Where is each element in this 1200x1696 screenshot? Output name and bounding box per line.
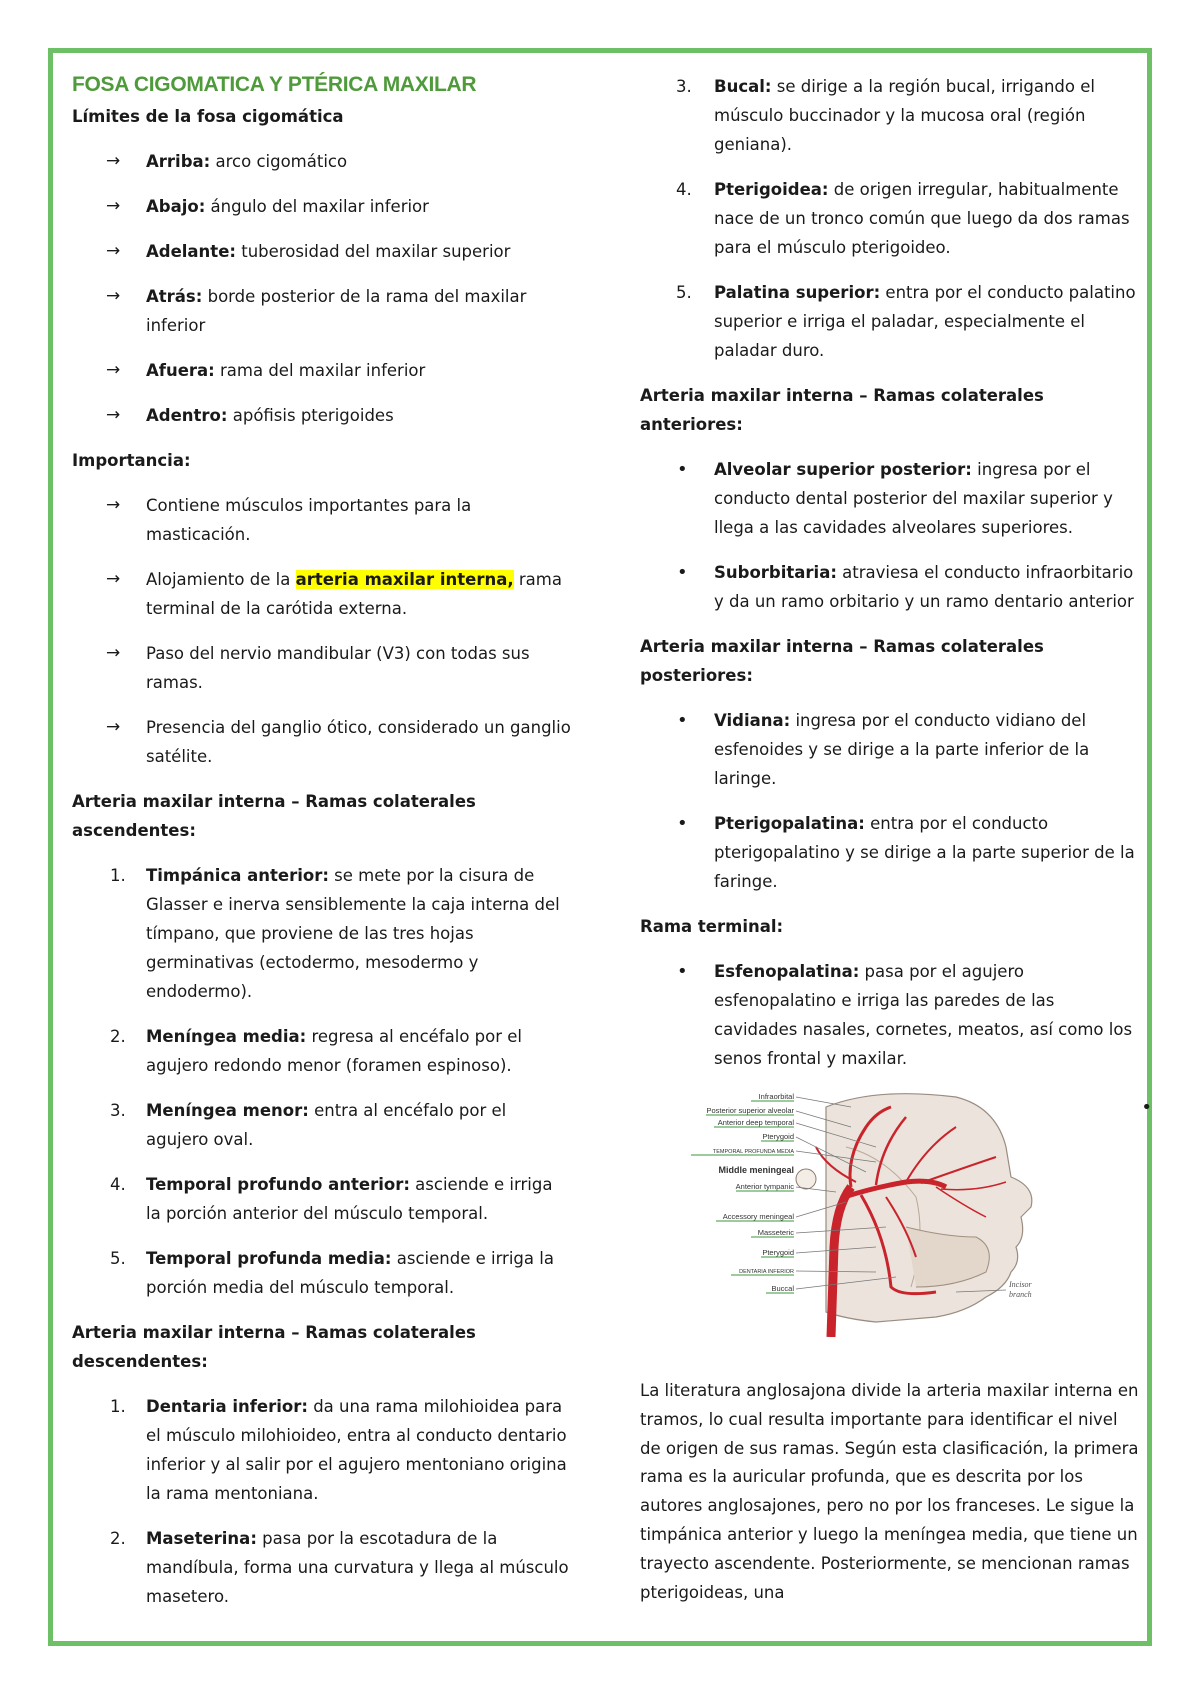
importance-item [72,491,572,549]
importance-item [72,639,572,697]
bullet-icon: • [677,710,688,731]
limit-item [72,237,572,266]
limit-text: borde posterior de la rama del maxilar inferior [146,287,527,335]
branch-text: atraviesa el conducto infraorbitario y da un ramo orbitario y un ramo dentario anterior [714,563,1134,611]
page-title: FOSA CIGOMATICA Y PTÉRICA MAXILAR [72,73,477,96]
arrow-icon: → [106,569,121,589]
importance-text: Alojamiento de la [146,570,296,589]
figure-label: Pterygoid [762,1132,794,1141]
figure-label: DENTARIA INFERIOR [739,1269,794,1275]
closing-paragraph: La literatura anglosajona divide la arteria maxilar interna en tramos, lo cual resulta importante para identificar el nivel de origen de sus ramas. Según esta clasificación, la primera rama es la auricular profunda, que es descrita por los autores anglosajones, pero no por los franceses. Le sigue la timpánica anterior y luego la meníngea media, que tiene un trayecto ascendente. Posteriormente, se mencionan ramas pterigoideas, una [640,1381,1139,1602]
branch-text: pasa por el agujero esfenopalatino e irriga las paredes de las cavidades nasales, cornetes, meatos, así como los senos frontal y maxilar. [714,962,1133,1068]
branch-text: regresa al encéfalo por el agujero redondo menor (foramen espinoso). [146,1027,522,1075]
limit-term: Adelante: [146,242,236,261]
limit-term: Abajo: [146,197,206,216]
limit-term: Adentro: [146,406,228,425]
branch-term: Temporal profunda media: [146,1249,392,1268]
limit-item [72,356,572,385]
item-number: 2. [110,1027,126,1046]
branch-item [72,1524,572,1611]
arrow-icon: → [106,717,121,737]
figure-label: Masseteric [757,1228,794,1237]
branch-text: se mete por la cisura de Glasser e inerva sensiblemente la caja interna del tímpano, que proviene de las tres hojas germinativas (ectodermo, mesodermo y endodermo). [146,866,560,1001]
branch-text: asciende e irriga la porción anterior del músculo temporal. [146,1175,553,1223]
importance-text: Presencia del ganglio ótico, considerado un ganglio satélite. [146,718,571,766]
limit-text: apófisis pterigoides [227,406,394,425]
branch-term: Esfenopalatina: [714,962,860,981]
item-number: 3. [110,1101,126,1120]
branch-term: Vidiana: [714,711,791,730]
limits-list [72,147,572,430]
importance-heading: Importancia: [72,451,191,470]
importance-item [72,565,572,623]
ear-structure [796,1169,816,1189]
right-column [640,72,1152,1607]
branch-term: Timpánica anterior: [146,866,329,885]
branch-term: Maseterina: [146,1529,257,1548]
branch-term: Meníngea menor: [146,1101,309,1120]
figure-label: Pterygoid [762,1248,794,1257]
bullet-icon: • [677,961,688,982]
limit-text: arco cigomático [210,152,348,171]
branch-term: Temporal profundo anterior: [146,1175,410,1194]
branch-item [640,809,1140,896]
anterior-list [640,455,1140,616]
branch-item [640,278,1140,365]
item-number: 5. [110,1249,126,1268]
figure-label: Buccal [771,1284,794,1293]
item-number: 1. [110,866,126,885]
branch-text: entra por el conducto palatino superior e irriga el paladar, especialmente el paladar duro. [714,283,1136,360]
branch-text: pasa por la escotadura de la mandíbula, forma una curvatura y llega al músculo masetero. [146,1529,569,1606]
figure-label: Anterior tympanic [735,1182,794,1191]
incisor-labels [1008,1280,1033,1299]
arrow-icon: → [106,405,121,425]
item-number: 5. [676,283,692,302]
item-number: 2. [110,1529,126,1548]
highlighted-term: arteria maxilar interna, [295,570,514,589]
branch-text: se dirige a la región bucal, irrigando el músculo buccinador y la mucosa oral (región geniana). [714,77,1095,154]
importance-item [72,713,572,771]
descending-heading: Arteria maxilar interna – Ramas colaterales descendentes: [72,1323,476,1371]
left-column [72,70,572,1627]
posterior-list [640,706,1140,896]
branch-text: ingresa por el conducto dental posterior del maxilar superior y llega a las cavidades alveolares superiores. [714,460,1113,537]
terminal-list [640,957,1140,1073]
descending-list [72,1392,572,1611]
branch-item [72,861,572,1006]
bullet-icon: • [677,459,688,480]
limit-text: tuberosidad del maxilar superior [236,242,511,261]
descending-list-continued [640,72,1140,365]
branch-term: Pterigopalatina: [714,814,865,833]
figure-label: Middle meningeal [718,1165,794,1175]
limit-term: Arriba: [146,152,211,171]
label-underlines [691,1101,794,1293]
arrow-icon: → [106,241,121,261]
figure-label: Posterior superior alveolar [706,1106,794,1115]
ascending-list [72,861,572,1302]
limit-term: Atrás: [146,287,203,306]
item-number: 1. [110,1397,126,1416]
bullet-icon: • [677,813,688,834]
arrow-icon: → [106,196,121,216]
branch-item [72,1170,572,1228]
branch-item [640,72,1140,159]
branch-term: Bucal: [714,77,772,96]
item-number: 4. [676,180,692,199]
figure-label: branch [1009,1290,1032,1299]
figure-labels [706,1092,794,1293]
arrow-icon: → [106,286,121,306]
limit-text: rama del maxilar inferior [214,361,426,380]
branch-term: Palatina superior: [714,283,881,302]
importance-list [72,491,572,771]
branch-term: Alveolar superior posterior: [714,460,972,479]
branch-term: Suborbitaria: [714,563,837,582]
arrow-icon: → [106,643,121,663]
branch-item [72,1392,572,1508]
branch-text: da una rama milohioidea para el músculo milohioideo, entra al conducto dentario inferior y al salir por el agujero mentoniano origina la rama mentoniana. [146,1397,567,1503]
head-silhouette [826,1094,1032,1322]
figure-label: Anterior deep temporal [717,1118,794,1127]
branch-term: Pterigoidea: [714,180,829,199]
posterior-heading: Arteria maxilar interna – Ramas colaterales posteriores: [640,637,1044,685]
arrow-icon: → [106,151,121,171]
ascending-heading: Arteria maxilar interna – Ramas colaterales ascendentes: [72,792,476,840]
anatomy-figure [676,1087,1152,1337]
limit-item [72,192,572,221]
importance-text: Paso del nervio mandibular (V3) con todas sus ramas. [146,644,530,692]
branch-item [640,558,1140,616]
limit-item [72,282,572,340]
limit-term: Afuera: [146,361,215,380]
item-number: 3. [676,77,692,96]
branch-term: Meníngea media: [146,1027,307,1046]
branch-text: entra al encéfalo por el agujero oval. [146,1101,507,1149]
branch-item [640,175,1140,262]
branch-item [640,706,1140,793]
limit-item [72,401,572,430]
branch-item [72,1096,572,1154]
maxillary-artery-illustration [676,1087,1066,1337]
limits-heading: Límites de la fosa cigomática [72,107,344,126]
bullet-icon: • [1141,1097,1152,1118]
arrow-icon: → [106,360,121,380]
bullet-icon: • [677,562,688,583]
figure-label: TEMPORAL PROFUNDA MEDIA [712,1149,794,1155]
branch-text: de origen irregular, habitualmente nace de un tronco común que luego da dos ramas para el músculo pterigoideo. [714,180,1130,257]
anterior-heading: Arteria maxilar interna – Ramas colaterales anteriores: [640,386,1044,434]
figure-label: Incisor [1009,1280,1032,1289]
branch-text: ingresa por el conducto vidiano del esfenoides y se dirige a la parte inferior de la laringe. [714,711,1090,788]
branch-term: Dentaria inferior: [146,1397,308,1416]
limit-text: ángulo del maxilar inferior [205,197,429,216]
branch-text: entra por el conducto pterigopalatino y se dirige a la parte superior de la faringe. [714,814,1135,891]
terminal-heading: Rama terminal: [640,917,784,936]
branch-text: asciende e irriga la porción media del músculo temporal. [146,1249,554,1297]
importance-text: rama terminal de la carótida externa. [146,570,562,618]
branch-item [72,1244,572,1302]
item-number: 4. [110,1175,126,1194]
importance-text: Contiene músculos importantes para la masticación. [146,496,472,544]
limit-item [72,147,572,176]
figure-label: Infraorbital [758,1092,794,1101]
figure-label: Accessory meningeal [722,1212,794,1221]
branch-item [640,957,1140,1073]
branch-item [640,455,1140,542]
arrow-icon: → [106,495,121,515]
branch-item [72,1022,572,1080]
